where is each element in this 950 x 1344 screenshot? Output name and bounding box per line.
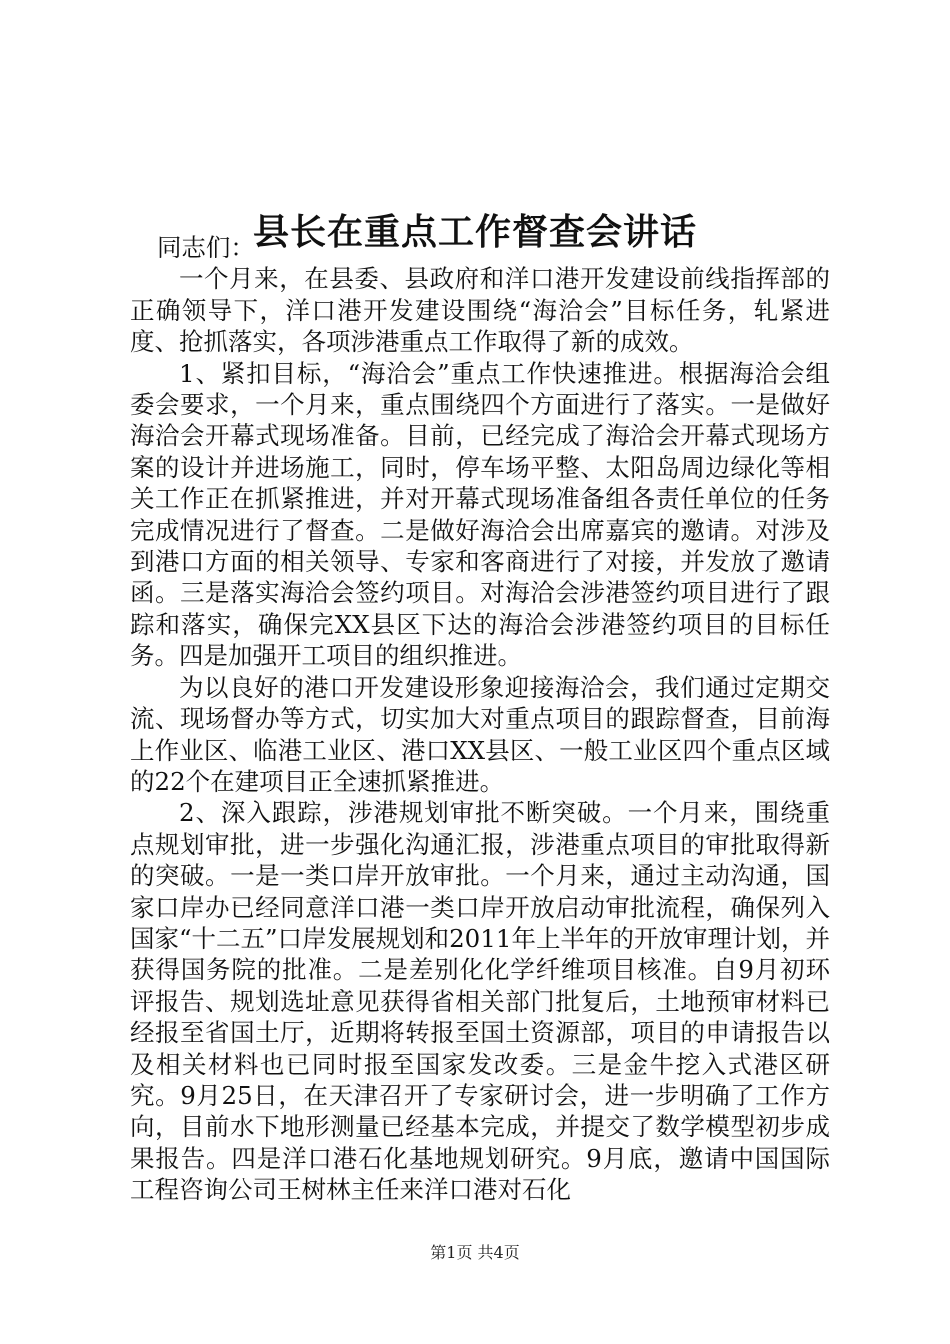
document-body (130, 232, 830, 1206)
salutation: 同志们： (156, 233, 255, 262)
paragraph-section-1: 1、紧扣目标，“海洽会”重点工作快速推进。根据海洽会组委会要求，一个月来，重点围绕四个方面进行了落实。一是做好海洽会开幕式现场准备。目前，已经完成了海洽会开幕式现场方案的设计并进场施工，同时，停车场平整、太阳岛周边绿化等相关工作正在抓紧推进，并对开幕式现场准备组各责任单位的任务完成情况进行了督查。二是做好海洽会出席嘉宾的邀请。对涉及到港口方面的相关领导、专家和客商进行了对接，并发放了邀请函。三是落实海洽会签约项目。对海洽会涉港签约项目进行了跟踪和落实，确保完XX县区下达的海洽会涉港签约项目的目标任务。四是加强开工项目的组织推进。 (130, 358, 830, 671)
paragraph-intro: 一个月来，在县委、县政府和洋口港开发建设前线指挥部的正确领导下，洋口港开发建设围绕“海洽会”目标任务，轧紧进度、抢抓落实，各项涉港重点工作取得了新的成效。 (130, 264, 830, 357)
paragraph-key-projects: 为以良好的港口开发建设形象迎接海洽会，我们通过定期交流、现场督办等方式，切实加大对重点项目的跟踪督查，目前海上作业区、临港工业区、港口XX县区、一般工业区四个重点区域的22个在建项目正全速抓紧推进。 (130, 672, 830, 796)
page-footer: 第1页 共4页 (430, 1243, 520, 1262)
paragraph-section-2: 2、深入跟踪，涉港规划审批不断突破。一个月来，围绕重点规划审批，进一步强化沟通汇报，涉港重点项目的审批取得新的突破。一是一类口岸开放审批。一个月来，通过主动沟通，国家口岸办已经同意洋口港一类口岸开放启动审批流程，确保列入国家“十二五”口岸发展规划和2011年上半年的开放审理计划，并获得国务院的批准。二是差别化化学纤维项目核准。自9月初环评报告、规划选址意见获得省相关部门批复后，土地预审材料已经报至省国土厅，近期将转报至国土资源部，项目的申请报告以及相关材料也已同时报至国家发改委。三是金牛挖入式港区研究。9月25日，在天津召开了专家研讨会，进一步明确了工作方向，目前水下地形测量已经基本完成，并提交了数学模型初步成果报告。四是洋口港石化基地规划研究。9月底，邀请中国国际工程咨询公司王树林主任来洋口港对石化 (130, 798, 830, 1205)
document-title: 县长在重点工作督查会讲话 (252, 211, 697, 254)
